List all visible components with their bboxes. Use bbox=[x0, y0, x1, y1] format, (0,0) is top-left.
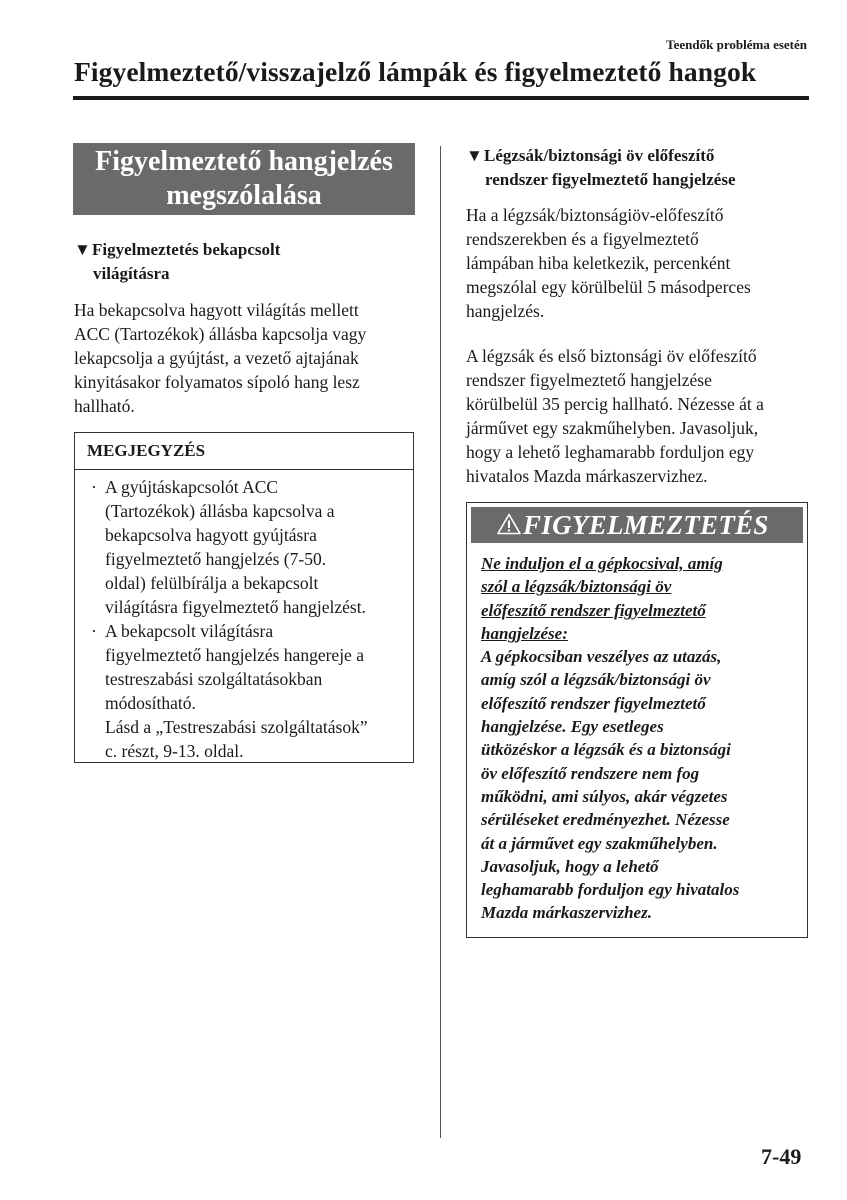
subheading-airbag-warning bbox=[466, 144, 816, 192]
warning-heading-line: hangjelzése: bbox=[481, 623, 568, 643]
text-line: módosítható. bbox=[105, 693, 196, 713]
text-line: járművet egy szakműhelyben. Javasoljuk, bbox=[466, 418, 759, 438]
text-line: testreszabási szolgáltatásokban bbox=[105, 669, 323, 689]
subheading-line: világításra bbox=[93, 264, 170, 283]
section-banner-line: Figyelmeztető hangjelzés bbox=[95, 146, 393, 177]
text-line: rendszerekben és a figyelmeztető bbox=[466, 229, 699, 249]
warning-text-line: amíg szól a légzsák/biztonsági öv bbox=[481, 670, 711, 690]
text-line: hangjelzés. bbox=[466, 301, 545, 321]
page-title: Figyelmeztető/visszajelző lámpák és figyelmeztető hangok bbox=[74, 56, 757, 87]
subheading-headlight-warning bbox=[74, 238, 414, 286]
text-line: kinyitásakor folyamatos sípoló hang lesz bbox=[74, 372, 360, 392]
column-divider bbox=[440, 146, 441, 1138]
text-line: körülbelül 35 percig hallható. Nézesse át a bbox=[466, 394, 764, 414]
text-line: hogy a lehető leghamarabb forduljon egy bbox=[466, 442, 755, 462]
airbag-warning-paragraph bbox=[466, 203, 816, 323]
warning-body bbox=[481, 552, 801, 925]
note-item bbox=[89, 475, 407, 619]
warning-text-line: működni, ami súlyos, akár végzetes bbox=[481, 786, 728, 806]
triangle-marker-icon: ▼ bbox=[466, 146, 483, 165]
text-line: világításra figyelmeztető hangjelzést. bbox=[105, 597, 366, 617]
airbag-duration-paragraph bbox=[466, 344, 816, 488]
bullet-icon: · bbox=[91, 477, 97, 497]
text-line: A bekapcsolt világításra bbox=[105, 621, 274, 641]
warning-heading-line: szól a légzsák/biztonsági öv bbox=[481, 577, 672, 597]
text-line: Ha a légzsák/biztonságiöv-előfeszítő bbox=[466, 205, 724, 225]
warning-banner bbox=[471, 507, 803, 543]
warning-text-line: sérüléseket eredményezhet. Nézesse bbox=[481, 810, 730, 830]
running-header-section: Teendők probléma esetén bbox=[666, 37, 807, 52]
warning-text-line: leghamarabb forduljon egy hivatalos bbox=[481, 880, 740, 900]
note-divider bbox=[75, 469, 413, 470]
text-line: Lásd a „Testreszabási szolgáltatások” bbox=[105, 717, 368, 737]
text-line: hallható. bbox=[74, 396, 135, 416]
text-line: A gyújtáskapcsolót ACC bbox=[105, 477, 279, 497]
text-line: (Tartozékok) állásba kapcsolva a bbox=[105, 501, 335, 521]
warning-text-line: öv előfeszítő rendszere nem fog bbox=[481, 763, 700, 783]
warning-heading-line: Ne induljon el a gépkocsival, amíg bbox=[481, 554, 723, 573]
text-line: megszólal egy körülbelül 5 másodperces bbox=[466, 277, 751, 297]
note-body bbox=[89, 475, 407, 763]
warning-text-line: át a járművet egy szakműhelyben. bbox=[481, 833, 718, 853]
section-banner bbox=[73, 143, 415, 215]
text-line: Ha bekapcsolva hagyott világítás mellett bbox=[74, 300, 359, 320]
text-line: figyelmeztető hangjelzés hangereje a bbox=[105, 645, 364, 665]
text-line: lámpában hiba keletkezik, percenként bbox=[466, 253, 731, 273]
section-banner-line: megszólalása bbox=[166, 180, 322, 211]
subheading-line: Légzsák/biztonsági öv előfeszítő bbox=[484, 146, 715, 165]
bullet-icon: · bbox=[91, 621, 97, 641]
text-line: ACC (Tartozékok) állásba kapcsolja vagy bbox=[74, 324, 367, 344]
text-line: c. részt, 9-13. oldal. bbox=[105, 741, 244, 761]
warning-text-line: hangjelzése. Egy esetleges bbox=[481, 717, 664, 737]
note-title: MEGJEGYZÉS bbox=[87, 441, 206, 460]
warning-box bbox=[466, 502, 808, 938]
text-line: hivatalos Mazda márkaszervizhez. bbox=[466, 466, 708, 486]
page-number: 7-49 bbox=[761, 1144, 802, 1169]
text-line: figyelmeztető hangjelzés (7-50. bbox=[105, 549, 327, 569]
note-item bbox=[89, 619, 407, 763]
warning-text-line: ütközéskor a légzsák és a biztonsági bbox=[481, 740, 731, 760]
note-box bbox=[74, 432, 414, 763]
subheading-line: Figyelmeztetés bekapcsolt bbox=[92, 240, 281, 259]
header-divider bbox=[73, 96, 809, 100]
subheading-line: rendszer figyelmeztető hangjelzése bbox=[485, 170, 736, 189]
text-line: A légzsák és első biztonsági öv előfeszítő bbox=[466, 346, 757, 366]
warning-text-line: Javasoljuk, hogy a lehető bbox=[481, 856, 659, 876]
text-line: rendszer figyelmeztető hangjelzése bbox=[466, 370, 712, 390]
headlight-warning-paragraph bbox=[74, 298, 419, 418]
warning-text-line: Mazda márkaszervizhez. bbox=[481, 903, 652, 923]
text-line: lekapcsolja a gyújtást, a vezető ajtajának bbox=[74, 348, 359, 368]
triangle-marker-icon: ▼ bbox=[74, 240, 91, 259]
warning-heading-line: előfeszítő rendszer figyelmeztető bbox=[481, 600, 706, 620]
warning-title: FIGYELMEZTETÉS bbox=[523, 510, 769, 540]
warning-text-line: A gépkocsiban veszélyes az utazás, bbox=[481, 647, 722, 667]
text-line: bekapcsolva hagyott gyújtásra bbox=[105, 525, 317, 545]
warning-triangle-icon bbox=[497, 513, 521, 535]
text-line: oldal) felülbírálja a bekapcsolt bbox=[105, 573, 319, 593]
warning-text-line: előfeszítő rendszer figyelmeztető bbox=[481, 693, 706, 713]
